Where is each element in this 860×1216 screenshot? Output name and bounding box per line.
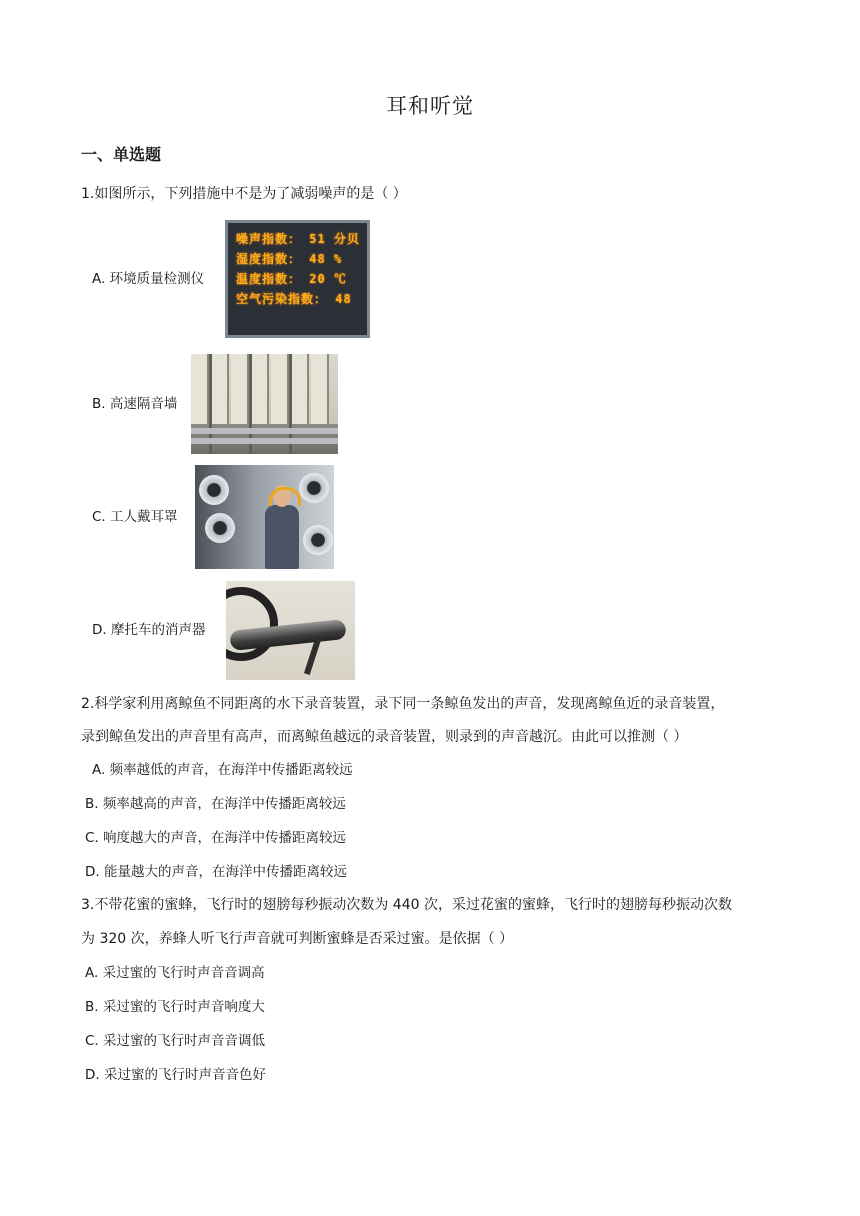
led-row-temperature: 温度指数： 20 ℃ (236, 272, 347, 286)
question-1-option-b: B. 高速隔音墙 (92, 396, 178, 412)
worker-earmuffs-image (195, 465, 334, 569)
led-row-air-pollution: 空气污染指数： 48 (236, 292, 352, 306)
section-heading: 一、单选题 (81, 145, 162, 164)
led-row-humidity: 湿度指数： 48 % (236, 252, 343, 266)
motorcycle-muffler-image (226, 581, 355, 680)
question-3-option-c: C. 采过蜜的飞行时声音音调低 (85, 1033, 266, 1049)
question-3-stem-line-2: 为 320 次，养蜂人听飞行声音就可判断蜜蜂是否采过蜜。是依据（ ） (81, 931, 514, 947)
question-3-option-d: D. 采过蜜的飞行时声音音色好 (85, 1067, 266, 1083)
question-2-stem-line-1: 2.科学家利用离鲸鱼不同距离的水下录音装置，录下同一条鲸鱼发出的声音，发现离鲸鱼近的录音装置， (81, 696, 725, 712)
led-row-noise: 噪声指数： 51 分贝 (236, 232, 360, 246)
question-3-option-a: A. 采过蜜的飞行时声音音调高 (85, 965, 265, 981)
question-2-option-b: B. 频率越高的声音，在海洋中传播距离较远 (85, 796, 346, 812)
question-1-option-d: D. 摩托车的消声器 (92, 622, 206, 638)
sound-barrier-wall-image (191, 354, 338, 454)
question-3-stem-line-1: 3.不带花蜜的蜜蜂，飞行时的翅膀每秒振动次数为 440 次，采过花蜜的蜜蜂，飞行时的翅膀每秒振动次数 (81, 897, 732, 913)
question-2-option-c: C. 响度越大的声音，在海洋中传播距离较远 (85, 830, 347, 846)
question-3-option-b: B. 采过蜜的飞行时声音响度大 (85, 999, 265, 1015)
question-2-option-a: A. 频率越低的声音，在海洋中传播距离较远 (92, 762, 353, 778)
environment-monitor-image (225, 220, 370, 338)
earmuff-icon (269, 487, 301, 506)
question-1-stem: 1.如图所示，下列措施中不是为了减弱噪声的是（ ） (81, 186, 407, 202)
question-1-option-a: A. 环境质量检测仪 (92, 271, 205, 287)
question-2-option-d: D. 能量越大的声音，在海洋中传播距离较远 (85, 864, 347, 880)
question-2-stem-line-2: 录到鲸鱼发出的声音里有高声，而离鲸鱼越远的录音装置，则录到的声音越沉。由此可以推测（ ） (81, 729, 688, 745)
question-1-option-c: C. 工人戴耳罩 (92, 509, 178, 525)
page-title: 耳和听觉 (386, 94, 474, 118)
